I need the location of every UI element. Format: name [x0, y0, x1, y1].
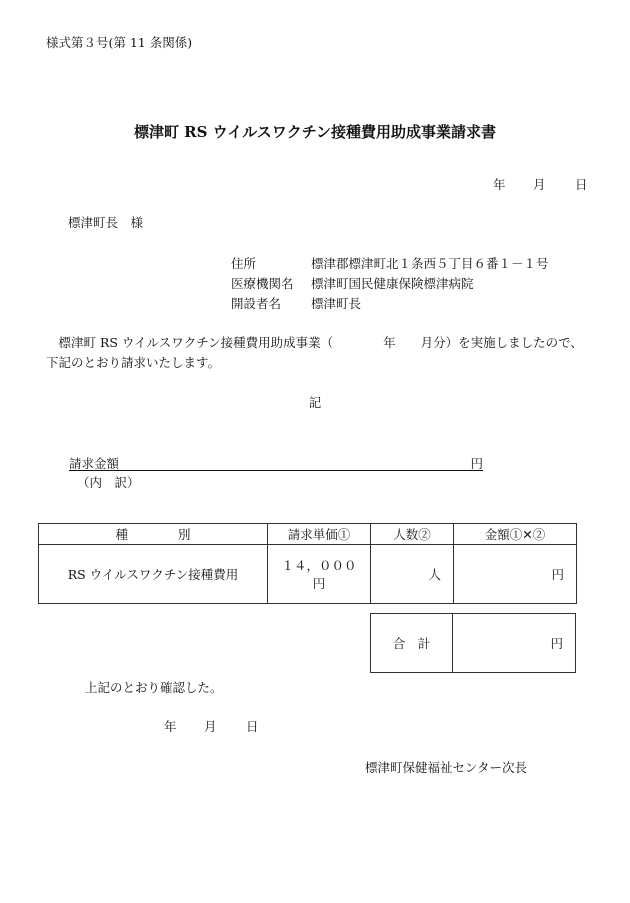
institution-value: 標津町国民健康保険標津病院: [311, 276, 474, 291]
applicant-institution-row: [231, 274, 474, 292]
institution-label: 医療機関名: [231, 276, 294, 291]
ki-heading: 記: [308, 395, 322, 410]
confirm-date-day: 日: [246, 719, 259, 734]
date-day: 日: [575, 177, 588, 192]
total-label: 合 計: [371, 614, 453, 673]
founder-label: 開設者名: [231, 296, 282, 311]
total-row: [371, 614, 576, 673]
addressee: 標津町長 様: [68, 215, 144, 230]
request-date: [493, 175, 588, 193]
confirm-date: [164, 717, 259, 735]
applicant-founder-row: [231, 294, 361, 312]
founder-value: 標津町長: [311, 296, 362, 311]
total-table: [370, 613, 576, 673]
total-amount: 円: [453, 614, 576, 673]
header-amount: 金額①✕②: [454, 524, 577, 545]
cell-amount: 円: [454, 545, 577, 604]
header-count: 人数②: [371, 524, 454, 545]
table-header-row: [39, 524, 577, 545]
confirm-date-month: 月: [204, 719, 217, 734]
confirm-text: 上記のとおり確認した。: [85, 680, 223, 695]
amount-unit: 円: [470, 456, 483, 471]
header-unit-price: 請求単価①: [268, 524, 371, 545]
table-row: [39, 545, 577, 604]
cell-type: RS ウイルスワクチン接種費用: [39, 545, 268, 604]
signer-title: 標津町保健福祉センター次長: [365, 760, 528, 775]
address-label: 住所: [231, 256, 257, 271]
date-month: 月: [533, 177, 546, 192]
form-number: 様式第３号(第 11 条関係): [46, 35, 193, 50]
cell-count: 人: [371, 545, 454, 604]
body-text-content: 標津町 RS ウイルスワクチン接種費用助成事業（ 年 月分）を実施しましたので、下記のとおり請求いたします。: [46, 335, 583, 370]
cell-unit-price: １４，０００円: [268, 545, 371, 604]
address-value: 標津郡標津町北１条西５丁目６番１－１号: [311, 256, 549, 271]
request-body-text: [46, 333, 591, 373]
applicant-address-row: [231, 254, 549, 272]
breakdown-label: （内 訳）: [77, 475, 140, 490]
request-amount-line: [69, 454, 483, 471]
breakdown-table: [38, 523, 577, 604]
document-title: 標津町 RS ウイルスワクチン接種費用助成事業請求書: [133, 123, 497, 141]
confirm-date-year: 年: [164, 719, 177, 734]
header-type: 種 別: [39, 524, 268, 545]
date-year: 年: [493, 177, 506, 192]
amount-label: 請求金額: [69, 456, 120, 471]
